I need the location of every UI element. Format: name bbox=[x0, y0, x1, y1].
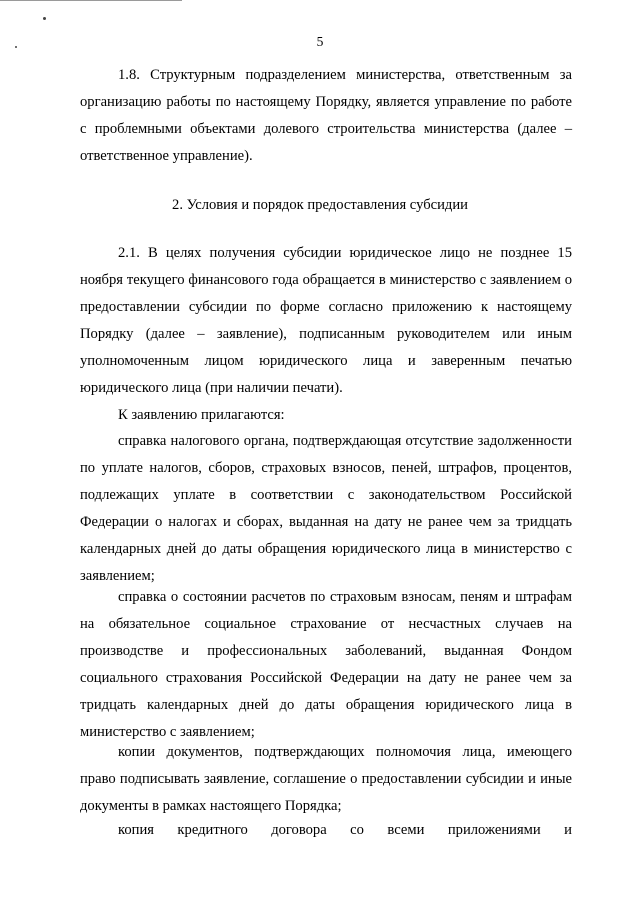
list-item-authority-documents: копии документов, подтверждающих полномочия лица, имеющего право подписывать заявление, соглашение о предоставлении субсидии и иные документы в рамках настоящего Порядка; bbox=[80, 744, 572, 814]
paragraph-1-8: 1.8. Структурным подразделением министерства, ответственным за организацию работы по настоящему Порядку, является управление по работе с проблемными объектами долевого строительства министерства (далее – ответственное управление). bbox=[80, 67, 572, 164]
page-number: 5 bbox=[316, 34, 324, 49]
scan-speck bbox=[43, 17, 46, 20]
section-2-heading: 2. Условия и порядок предоставления субсидии bbox=[172, 197, 468, 213]
list-item-credit-agreement: копия кредитного договора со всеми приложениями и bbox=[118, 822, 572, 838]
paragraph-2-1: 2.1. В целях получения субсидии юридическое лицо не позднее 15 ноября текущего финансового года обращается в министерство с заявлением о предоставлении субсидии по форме согласно приложению к настоящему Порядку (далее – заявление), подписанным руководителем или иным уполномоченным лицом юридического лица и заверенным печатью юридического лица (при наличии печати). bbox=[80, 245, 572, 396]
list-item-tax-certificate: справка налогового органа, подтверждающая отсутствие задолженности по уплате налогов, сборов, страховых взносов, пеней, штрафов, процентов, подлежащих уплате в соответствии с законодательством Российской Федерации о налогах и сборах, выданная на дату не ранее чем за тридцать календарных дней до даты обращения юридического лица в министерство с заявлением; bbox=[80, 433, 572, 584]
list-item-social-insurance-certificate: справка о состоянии расчетов по страховым взносам, пеням и штрафам на обязательное социальное страхование от несчастных случаев на производстве и профессиональных заболеваний, выданная Фондом социального страхования Российской Федерации на дату не ранее чем за тридцать календарных дней до даты обращения юридического лица в министерство с заявлением; bbox=[80, 589, 572, 740]
attachments-intro: К заявлению прилагаются: bbox=[118, 407, 285, 423]
scan-top-rule bbox=[0, 0, 182, 1]
